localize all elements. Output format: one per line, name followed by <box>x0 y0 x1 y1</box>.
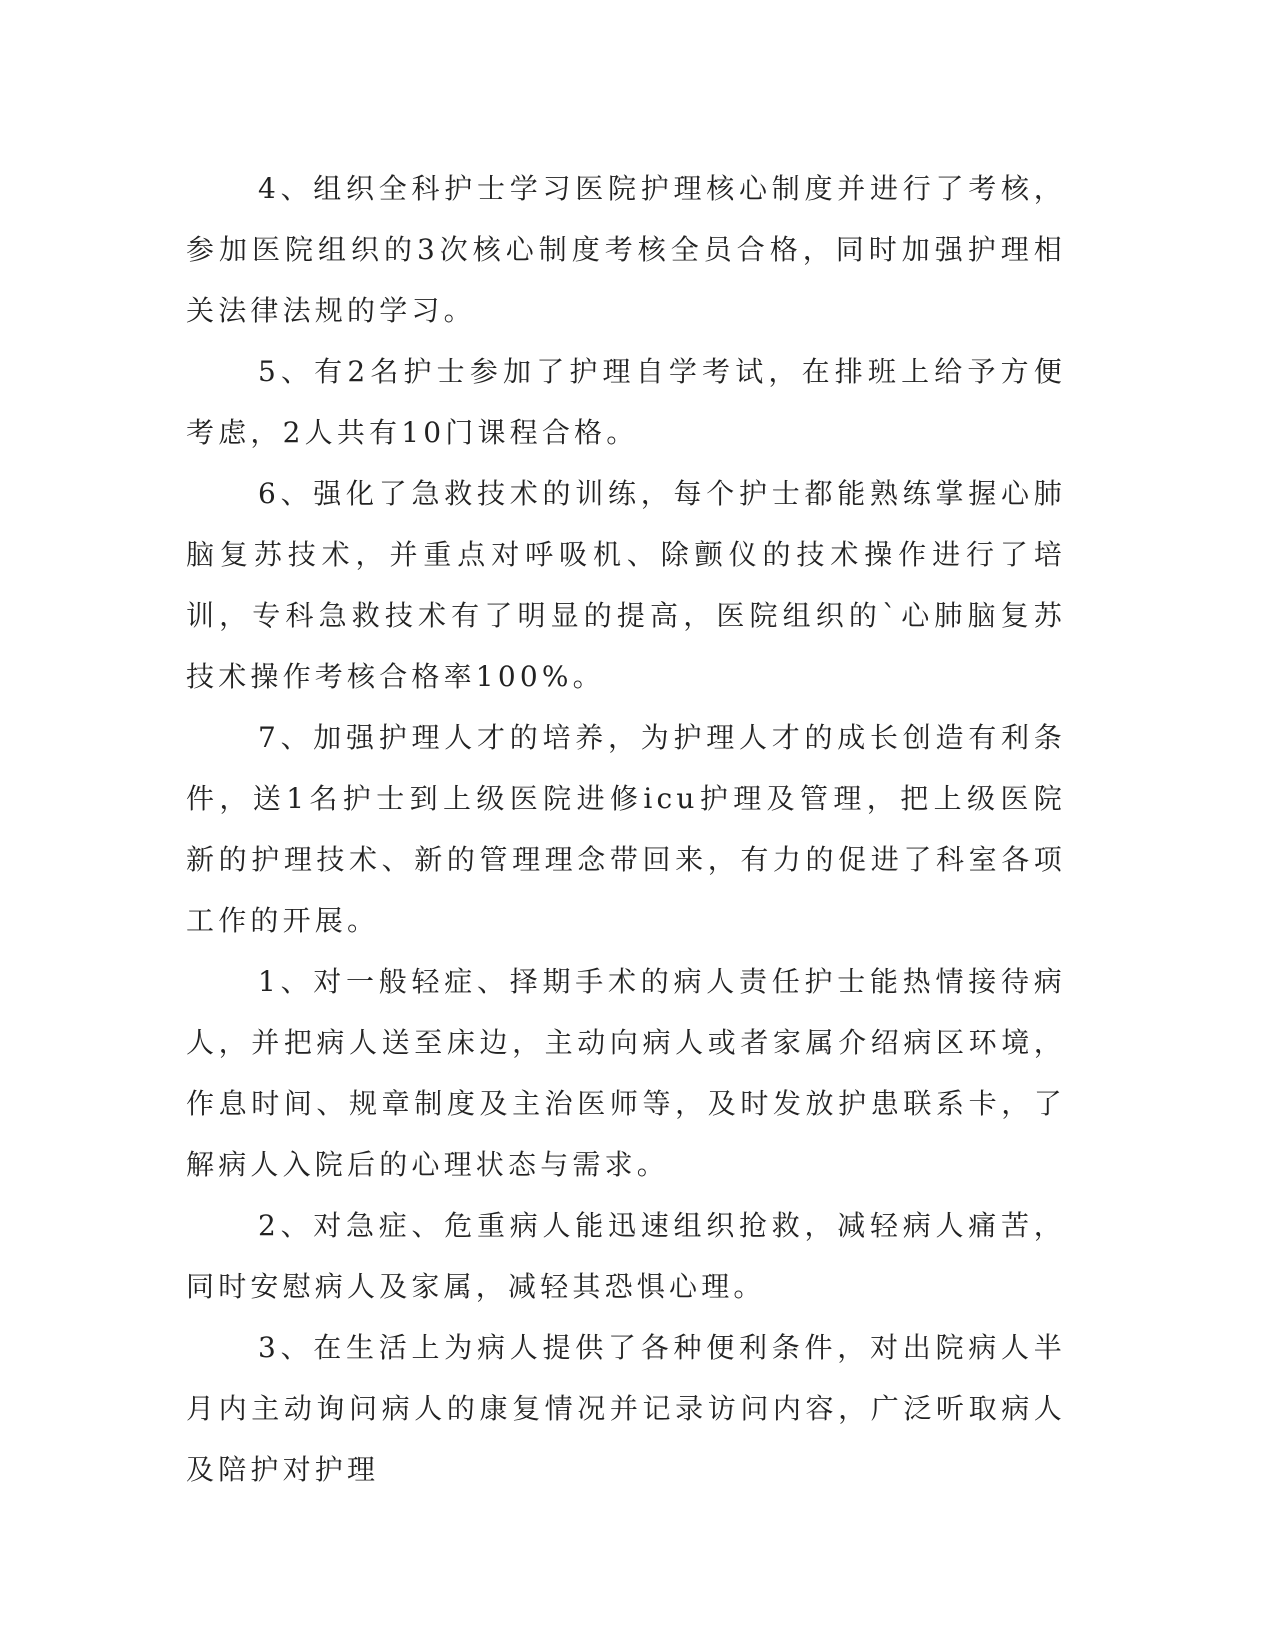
paragraph-item-1: 1、对一般轻症、择期手术的病人责任护士能热情接待病人，并把病人送至床边，主动向病人或者家属介绍病区环境，作息时间、规章制度及主治医师等，及时发放护患联系卡，了解病人入院后的心理状态与需求。 <box>186 965 1066 1181</box>
paragraph-item-3: 3、在生活上为病人提供了各种便利条件，对出院病人半月内主动询问病人的康复情况并记录访问内容，广泛听取病人及陪护对护理 <box>186 1331 1066 1486</box>
paragraph-item-6: 6、强化了急救技术的训练，每个护士都能熟练掌握心肺脑复苏技术，并重点对呼吸机、除颤仪的技术操作进行了培训，专科急救技术有了明显的提高，医院组织的`心肺脑复苏技术操作考核合格率100%。 <box>186 477 1066 693</box>
paragraph-item-5: 5、有2名护士参加了护理自学考试，在排班上给予方便考虑，2人共有10门课程合格。 <box>186 355 1066 449</box>
document-body <box>186 158 1066 1500</box>
paragraph-item-7: 7、加强护理人才的培养，为护理人才的成长创造有利条件，送1名护士到上级医院进修icu护理及管理，把上级医院新的护理技术、新的管理理念带回来，有力的促进了科室各项工作的开展。 <box>186 721 1066 937</box>
paragraph-item-2: 2、对急症、危重病人能迅速组织抢救，减轻病人痛苦，同时安慰病人及家属，减轻其恐惧心理。 <box>186 1209 1066 1303</box>
paragraph-item-4: 4、组织全科护士学习医院护理核心制度并进行了考核，参加医院组织的3次核心制度考核全员合格，同时加强护理相关法律法规的学习。 <box>186 172 1066 327</box>
